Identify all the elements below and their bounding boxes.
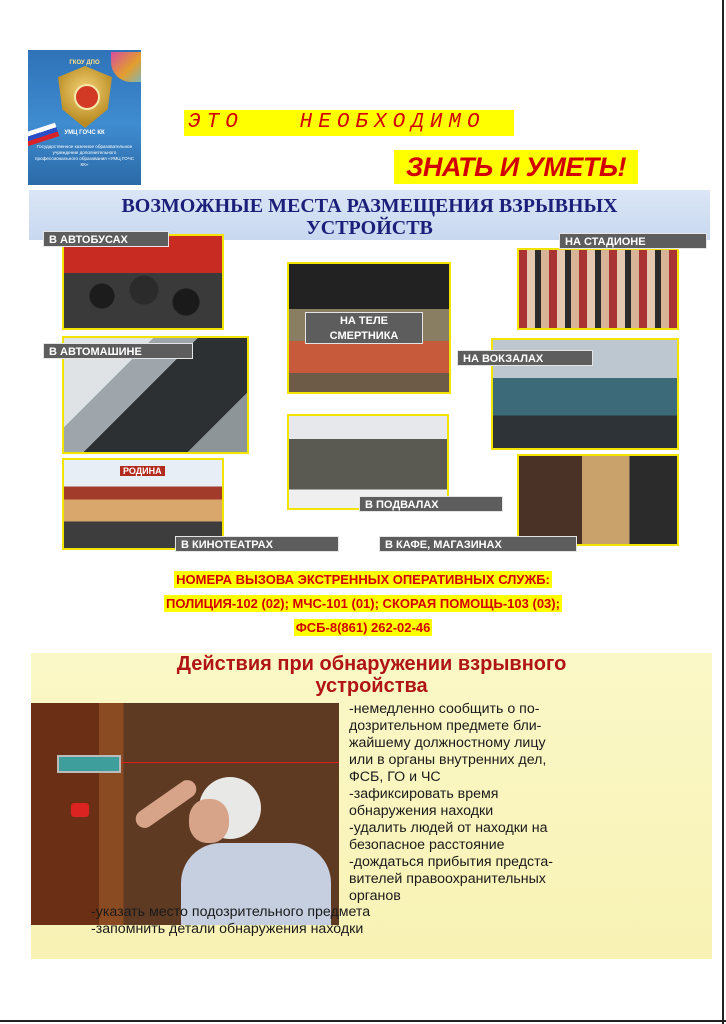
action-item: дозрительном предмете бли- — [349, 718, 542, 734]
emergency-fsb — [0, 620, 726, 635]
label-cinemas: В КИНОТЕАТРАХ — [175, 536, 339, 552]
label-stations: НА ВОКЗАЛАХ — [457, 350, 593, 366]
page-border-right — [722, 0, 724, 1024]
action-item: -дождаться прибытия предста- — [349, 854, 554, 870]
label-cafes-shops: В КАФЕ, МАГАЗИНАХ — [379, 536, 577, 552]
actions-title-line2: устройства — [315, 675, 428, 697]
action-item: -указать место подозрительного предмета — [91, 904, 371, 920]
label-basements: В ПОДВАЛАХ — [359, 496, 503, 512]
label-bomber-line2: СМЕРТНИКА — [329, 330, 399, 342]
action-item: -запомнить детали обнаружения находки — [91, 921, 364, 937]
organization-logo — [28, 50, 141, 185]
photo-cafe-shop — [517, 454, 679, 546]
emergency-fsb-text: ФСБ-8(861) 262-02-46 — [295, 620, 431, 635]
logo-top-text: ГКОУ ДПО — [69, 60, 100, 66]
photo-bus-crowd — [62, 234, 224, 330]
emergency-heading — [0, 572, 726, 587]
emergency-numbers — [0, 596, 726, 611]
action-item: безопасное расстояние — [349, 837, 505, 853]
label-buses: В АВТОБУСАХ — [43, 231, 169, 247]
actions-list — [349, 701, 709, 905]
actions-on-discovery-poster — [31, 653, 712, 959]
alarm-panel-icon — [57, 755, 121, 773]
action-item: -зафиксировать время — [349, 786, 499, 802]
action-item: или в органы внутренних дел, — [349, 752, 547, 768]
action-item: -немедленно сообщить о по- — [349, 701, 540, 717]
action-item: -удалить людей от находки на — [349, 820, 548, 836]
photo-stadium-crowd — [517, 248, 679, 330]
logo-ribbon-icon — [111, 52, 141, 82]
headline-know-and-can: ЗНАТЬ И УМЕТЬ! — [394, 150, 638, 184]
label-cars: В АВТОМАШИНЕ — [43, 343, 193, 359]
actions-bottom-list — [91, 904, 691, 938]
explosive-locations-poster — [29, 190, 710, 554]
poster-title-line1: ВОЗМОЖНЫЕ МЕСТА РАЗМЕЩЕНИЯ ВЗРЫВНЫХ — [121, 195, 618, 217]
label-suicide-bomber — [305, 312, 423, 344]
action-item: жайшему должностному лицу — [349, 735, 546, 751]
actions-title-line1: Действия при обнаружении взрывного — [176, 653, 567, 675]
actions-title — [31, 653, 712, 697]
person-face — [189, 799, 229, 843]
poster-title-line2: УСТРОЙСТВ — [306, 217, 433, 239]
action-item: органов — [349, 888, 401, 904]
headline-necessary: ЭТО НЕОБХОДИМО — [184, 110, 514, 136]
label-stadium: НА СТАДИОНЕ — [559, 233, 707, 249]
label-bomber-line1: НА ТЕЛЕ — [339, 315, 389, 327]
red-line-decoration — [117, 762, 339, 763]
emergency-numbers-text: ПОЛИЦИЯ-102 (02); МЧС-101 (01); СКОРАЯ ПОМОЩЬ-103 (03); — [166, 596, 560, 611]
logo-description: Государственное казенное образовательное учреждение дополнительного профессионального образования «УМЦ ГОЧС КК» — [34, 144, 135, 167]
photo-man-at-panel — [31, 703, 339, 925]
action-item: обнаружения находки — [349, 803, 494, 819]
action-item: вителей правоохранительных — [349, 871, 546, 887]
cinema-sign: РОДИНА — [120, 466, 165, 476]
warning-sign-icon — [71, 803, 89, 817]
action-item: ФСБ, ГО и ЧС — [349, 769, 441, 785]
logo-bottom-text: УМЦ ГОЧС КК — [64, 130, 105, 136]
emergency-heading-text: НОМЕРА ВЫЗОВА ЭКСТРЕННЫХ ОПЕРАТИВНЫХ СЛУЖБ: — [176, 572, 550, 587]
emblem-star-icon — [74, 84, 100, 110]
page-border-bottom — [0, 1020, 726, 1022]
